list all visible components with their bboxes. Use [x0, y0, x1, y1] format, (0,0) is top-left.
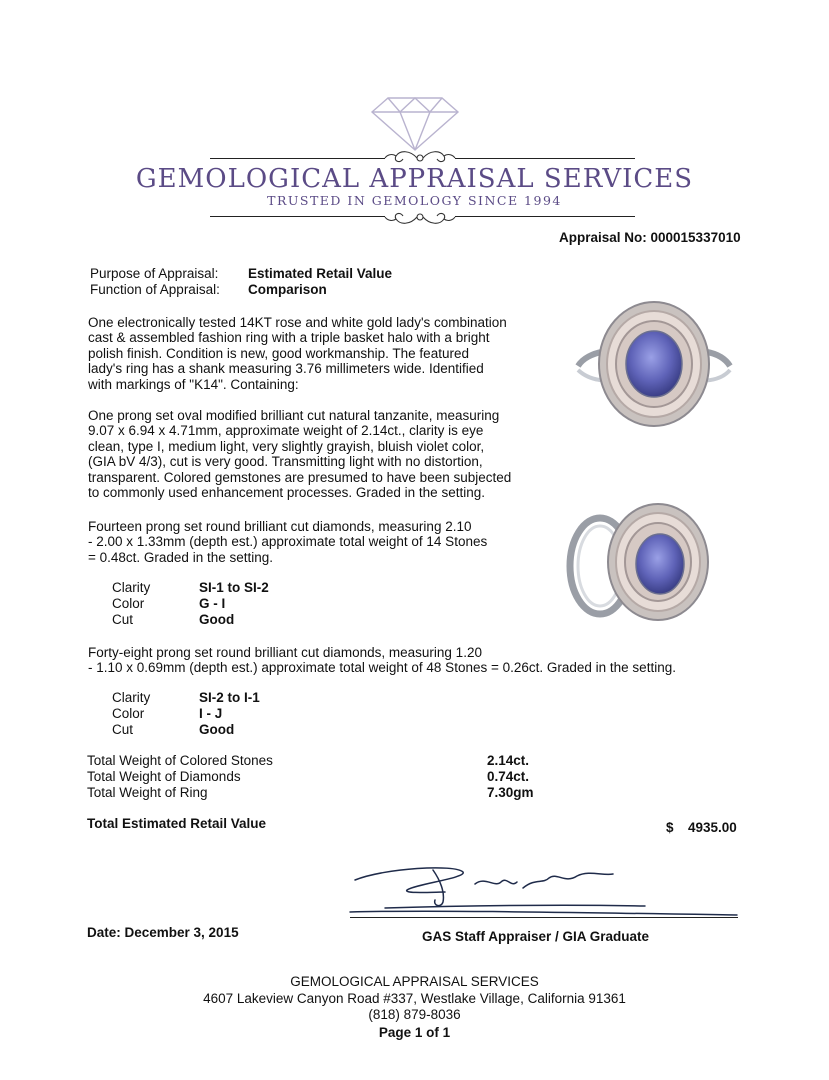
grade-label: Color — [112, 596, 145, 611]
grade-label: Clarity — [112, 580, 151, 595]
ring-photo-top-view — [568, 298, 738, 428]
retail-value: 4935.00 — [688, 820, 737, 835]
retail-value-label: Total Estimated Retail Value — [87, 816, 267, 831]
ring-description — [88, 315, 518, 392]
brand-tagline: TRUSTED IN GEMOLOGY SINCE 1994 — [267, 193, 562, 208]
description-line: One electronically tested 14KT rose and white gold lady's combination — [88, 315, 507, 330]
page-number: Page 1 of 1 — [378, 1025, 451, 1040]
grade-row-cut — [112, 722, 260, 738]
description-line: polish finish. Condition is new, good workmanship. The featured — [88, 345, 469, 361]
center-stone-line: transparent. Colored gemstones are presumed to have been subjected — [88, 469, 512, 485]
description-line: with markings of "K14". Containing: — [88, 376, 299, 392]
retail-currency: $ — [666, 820, 674, 835]
function-value: Comparison — [248, 282, 327, 297]
grade-row-color — [112, 596, 269, 612]
diamonds-group1-grades — [112, 580, 269, 628]
grade-row-color — [112, 706, 260, 722]
ring-photo-side-view — [562, 500, 732, 625]
header-rule-bottom-right — [455, 216, 635, 217]
grade-value: Good — [199, 722, 235, 737]
diamonds-group2-grades — [112, 690, 260, 738]
footer-company: GEMOLOGICAL APPRAISAL SERVICES — [290, 974, 539, 989]
center-stone-line: One prong set oval modified brilliant cut natural tanzanite, measuring — [88, 408, 500, 423]
center-stone-line: clean, type I, medium light, very slightly grayish, bluish violet color, — [88, 438, 485, 454]
diamonds-group1-line: - 2.00 x 1.33mm (depth est.) approximate total weight of 14 Stones — [88, 534, 488, 550]
footer-phone: (818) 879-8036 — [368, 1007, 461, 1022]
description-line: lady's ring has a shank measuring 3.76 millimeters wide. Identified — [88, 361, 484, 377]
grade-value: Good — [199, 612, 235, 627]
purpose-row — [90, 266, 392, 281]
total-row-colored-stones — [87, 753, 534, 769]
diamonds-group1-line: = 0.48ct. Graded in the setting. — [88, 549, 273, 565]
header-rule-bottom-left — [210, 216, 385, 217]
total-label: Total Weight of Colored Stones — [87, 753, 273, 768]
header-rule-top-left — [210, 158, 385, 159]
brand-title: GEMOLOGICAL APPRAISAL SERVICES — [135, 164, 694, 194]
total-label: Total Weight of Ring — [87, 785, 208, 800]
diamonds-group2-line: - 1.10 x 0.69mm (depth est.) approximate total weight of 48 Stones = 0.26ct. Graded in the setting. — [88, 660, 676, 676]
grade-row-clarity — [112, 580, 269, 596]
diamonds-group1-line: Fourteen prong set round brilliant cut diamonds, measuring 2.10 — [88, 519, 472, 534]
grade-value: I - J — [199, 706, 223, 721]
description-line: cast & assembled fashion ring with a triple basket halo with a bright — [88, 330, 490, 346]
header-rule-top-right — [455, 158, 635, 159]
center-stone-line: 9.07 x 6.94 x 4.71mm, approximate weight of 2.14ct., clarity is eye — [88, 423, 484, 439]
grade-value: G - I — [199, 596, 226, 611]
center-stone-line: to commonly used enhancement processes. Graded in the setting. — [88, 485, 485, 501]
grade-label: Color — [112, 706, 145, 721]
diamond-logo-icon — [350, 92, 480, 156]
appraiser-signature — [345, 862, 745, 922]
purpose-value: Estimated Retail Value — [248, 266, 393, 281]
appraisal-number: Appraisal No: 000015337010 — [559, 230, 741, 245]
total-value: 2.14ct. — [487, 753, 530, 768]
diamonds-group2-description — [88, 645, 688, 676]
function-row — [90, 282, 327, 297]
grade-row-clarity — [112, 690, 260, 706]
grade-label: Clarity — [112, 690, 151, 705]
function-label: Function of Appraisal: — [90, 282, 220, 297]
total-value: 7.30gm — [487, 785, 534, 800]
scroll-ornament-bottom-icon — [384, 208, 456, 226]
signature-line — [350, 917, 738, 918]
total-row-ring — [87, 785, 534, 801]
purpose-label: Purpose of Appraisal: — [90, 266, 219, 281]
grade-row-cut — [112, 612, 269, 628]
grade-value: SI-2 to I-1 — [199, 690, 260, 705]
grade-label: Cut — [112, 612, 134, 627]
weight-totals — [87, 753, 534, 801]
grade-label: Cut — [112, 722, 134, 737]
center-stone-description — [88, 408, 518, 500]
total-value: 0.74ct. — [487, 769, 530, 784]
total-label: Total Weight of Diamonds — [87, 769, 241, 784]
appraisal-date: Date: December 3, 2015 — [87, 925, 239, 940]
footer-address: 4607 Lakeview Canyon Road #337, Westlake Village, California 91361 — [203, 991, 626, 1006]
center-stone-line: (GIA bV 4/3), cut is very good. Transmitting light with no distortion, — [88, 454, 483, 470]
diamonds-group1-description — [88, 519, 518, 565]
signer-title: GAS Staff Appraiser / GIA Graduate — [422, 929, 650, 944]
diamonds-group2-line: Forty-eight prong set round brilliant cut diamonds, measuring 1.20 — [88, 645, 482, 660]
grade-value: SI-1 to SI-2 — [199, 580, 269, 595]
total-row-diamonds — [87, 769, 534, 785]
